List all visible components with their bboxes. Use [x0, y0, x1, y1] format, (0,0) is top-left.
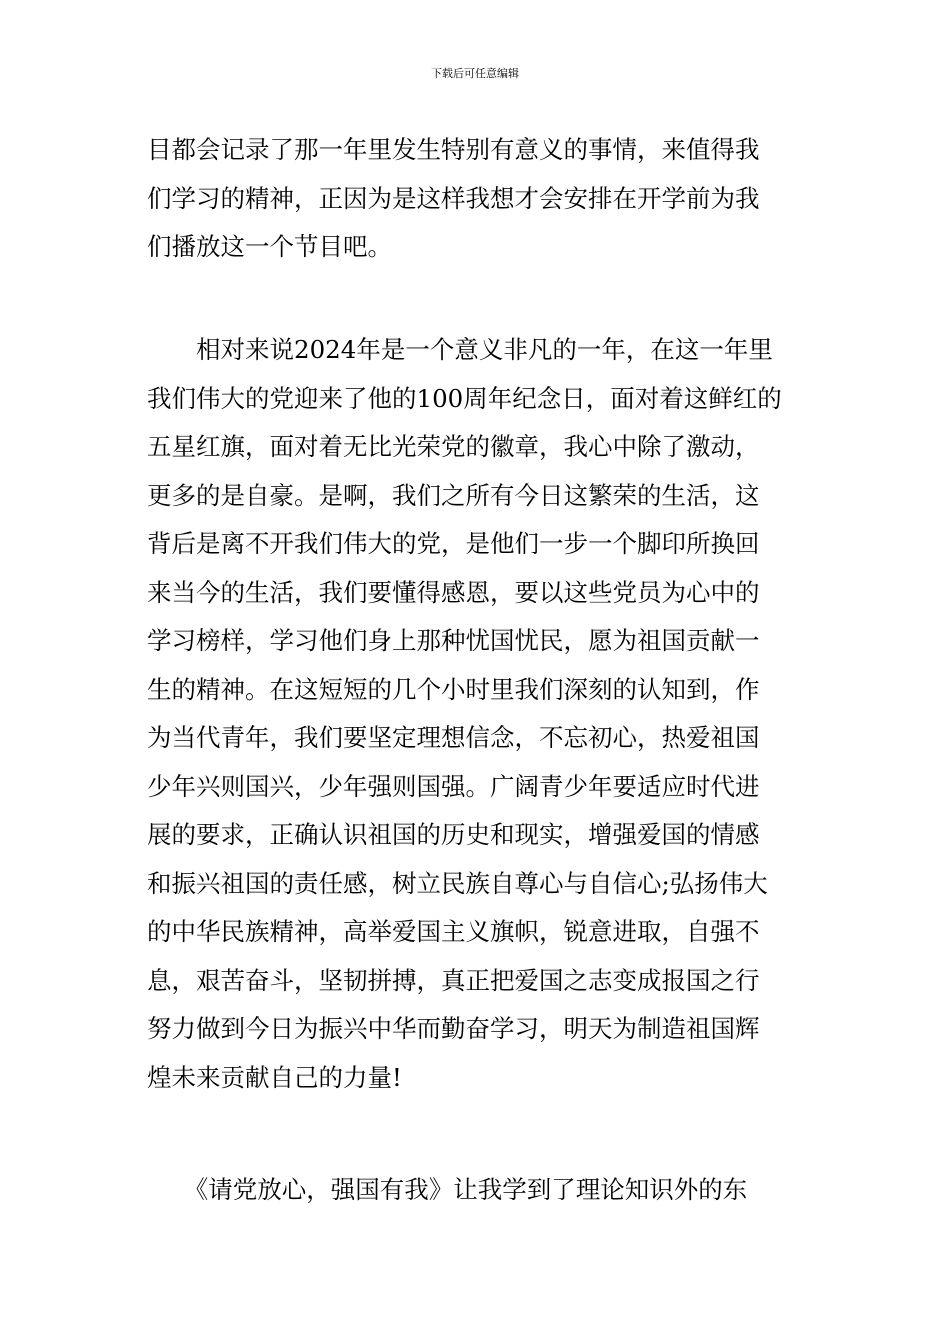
text-line: 和振兴祖国的责任感，树立民族自尊心与自信心;弘扬伟大 [147, 868, 768, 898]
text-line: 我们伟大的党迎来了他的100周年纪念日，面对着这鲜红的 [147, 383, 782, 413]
text-line: 少年兴则国兴，少年强则国强。广阔青少年要适应时代进 [147, 771, 760, 801]
text-line: 相对来说2024年是一个意义非凡的一年，在这一年里 [147, 335, 773, 364]
text-line: 学习榜样，学习他们身上那种忧国忧民，愿为祖国贡献一 [147, 626, 760, 655]
text-line: 生的精神。在这短短的几个小时里我们深刻的认知到，作 [147, 674, 760, 704]
text-line: 煌未来贡献自己的力量! [147, 1062, 402, 1092]
text-line: 背后是离不开我们伟大的党，是他们一步一个脚印所换回 [147, 529, 760, 558]
text-line: 息，艰苦奋斗，坚韧拼搏，真正把爱国之志变成报国之行 [147, 965, 760, 995]
text-line: 们学习的精神，正因为是这样我想才会安排在开学前为我 [147, 183, 760, 213]
text-line: 展的要求，正确认识祖国的历史和现实，增强爱国的情感 [147, 820, 760, 849]
paragraph-3 [147, 1166, 807, 1215]
text-line: 的中华民族精神，高举爱国主义旗帜，锐意进取，自强不 [147, 917, 760, 946]
text-line: 目都会记录了那一年里发生特别有意义的事情，来值得我 [147, 135, 760, 164]
paragraph-1 [147, 126, 807, 272]
text-line: 来当今的生活，我们要懂得感恩，要以这些党员为心中的 [147, 577, 760, 607]
text-line: 《请党放心，强国有我》让我学到了理论知识外的东 [147, 1175, 748, 1204]
text-line: 努力做到今日为振兴中华而勤奋学习，明天为制造祖国辉 [147, 1014, 760, 1043]
text-line: 们播放这一个节目吧。 [147, 232, 392, 261]
paragraph-2 [147, 326, 807, 1102]
text-line: 为当代青年，我们要坚定理想信念，不忘初心，热爱祖国 [147, 723, 760, 752]
text-line: 更多的是自豪。是啊，我们之所有今日这繁荣的生活，这 [147, 480, 760, 510]
page-header: 下载后可任意编辑 [431, 67, 519, 80]
text-line: 五星红旗，面对着无比光荣党的徽章，我心中除了激动， [147, 432, 760, 461]
